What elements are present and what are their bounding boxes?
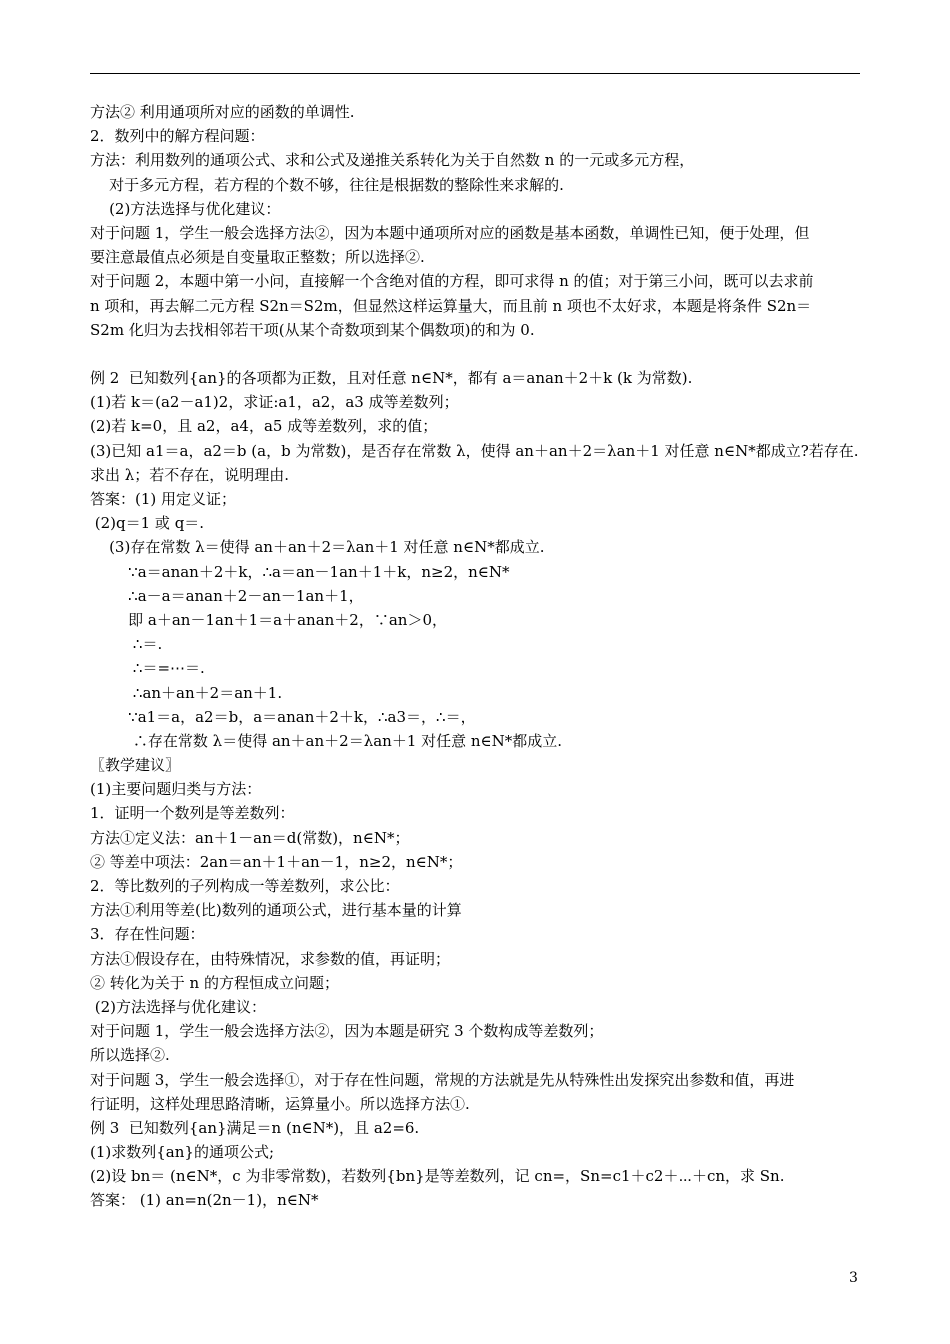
text-line: 对于问题 1，学生一般会选择方法②，因为本题中通项所对应的函数是基本函数，单调性已知，便于处理，但 xyxy=(90,223,810,242)
text-line: 〖教学建议〗 xyxy=(90,756,181,775)
text-line: 求出 λ；若不存在，说明理由. xyxy=(90,465,290,484)
text-line: ∴存在常数 λ＝使得 an＋an＋2＝λan＋1 对任意 n∈N*都成立. xyxy=(90,731,563,750)
text-line: 方法①定义法：an＋1－an＝d(常数)，n∈N*； xyxy=(90,828,410,847)
text-line: (2)方法选择与优化建议： xyxy=(90,199,281,218)
page-body xyxy=(90,100,862,1213)
header-rule xyxy=(90,73,860,74)
text-line: 对于问题 3，学生一般会选择①，对于存在性问题，常规的方法就是先从特殊性出发探究出参数和值，再进 xyxy=(90,1070,795,1089)
text-line: n 项和，再去解二元方程 S2n＝S2m，但显然这样运算量大，而且前 n 项也不太好求，本题是将条件 S2n＝ xyxy=(90,296,812,315)
text-line: ∴an＋an＋2＝an＋1. xyxy=(90,683,283,702)
text-line: 1．证明一个数列是等差数列： xyxy=(90,804,295,823)
text-line: 所以选择②. xyxy=(90,1046,170,1065)
text-line: (1)若 k＝(a2－a1)2，求证:a1，a2，a3 成等差数列； xyxy=(90,393,459,412)
text-line: (3)已知 a1＝a，a2＝b (a，b 为常数)，是否存在常数 λ，使得 an＋an＋2＝λan＋1 对任意 n∈N*都成立?若存在. xyxy=(90,441,859,460)
text-line: 方法② 利用通项所对应的函数的单调性. xyxy=(90,103,355,121)
text-line: ② 等差中项法：2an＝an＋1＋an－1，n≥2，n∈N*； xyxy=(90,852,463,871)
text-line: ∵a＝anan＋2＋k，∴a＝an－1an＋1＋k，n≥2，n∈N* xyxy=(90,562,510,581)
text-line: ∵a1＝a，a2＝b，a＝anan＋2＋k，∴a3＝，∴＝， xyxy=(90,707,476,726)
text-line: 对于多元方程，若方程的个数不够，往往是根据数的整除性来求解的. xyxy=(90,175,564,194)
text-line: (2)设 bn＝ (n∈N*，c 为非零常数)，若数列{bn}是等差数列，记 cn=，Sn=c1＋c2＋⋯＋cn，求 Sn. xyxy=(90,1167,785,1186)
text-line: ② 转化为关于 n 的方程恒成立问题； xyxy=(90,973,339,992)
text-line: 即 a＋an－1an＋1＝a＋anan＋2，∵an＞0， xyxy=(90,610,447,629)
text-line: ∴a－a＝anan＋2－an－1an＋1， xyxy=(90,586,364,605)
text-line: S2m 化归为去找相邻若干项(从某个奇数项到某个偶数项)的和为 0. xyxy=(90,320,535,339)
text-line: 方法①利用等差(比)数列的通项公式，进行基本量的计算 xyxy=(90,901,462,920)
text-line: 答案：(1) 用定义证； xyxy=(90,490,237,508)
text-line: 例 2 已知数列{an}的各项都为正数，且对任意 n∈N*，都有 a＝anan＋2＋k (k 为常数). xyxy=(90,369,693,388)
text-line: 方法：利用数列的通项公式、求和公式及递推关系转化为关于自然数 n 的一元或多元方程， xyxy=(90,151,695,170)
text-line: ∴＝=⋯＝. xyxy=(90,659,205,678)
text-line: (2)q＝1 或 q＝. xyxy=(90,514,205,533)
text-line: 行证明，这样处理思路清晰，运算量小。所以选择方法①. xyxy=(90,1094,470,1113)
text-line: (2)方法选择与优化建议： xyxy=(90,997,267,1016)
text-line: ∴＝. xyxy=(90,635,163,654)
text-line: 方法①假设存在，由特殊情况，求参数的值，再证明； xyxy=(90,949,451,968)
text-line: (3)存在常数 λ＝使得 an＋an＋2＝λan＋1 对任意 n∈N*都成立. xyxy=(90,538,545,557)
text-line: 例 3 已知数列{an}满足＝n (n∈N*)，且 a2=6. xyxy=(90,1118,420,1137)
text-line: 要注意最值点必须是自变量取正整数；所以选择②. xyxy=(90,248,425,267)
text-line: (1)求数列{an}的通项公式; xyxy=(90,1143,274,1162)
text-line: 答案： (1) an=n(2n－1)，n∈N* xyxy=(90,1191,319,1210)
text-line: 对于问题 1，学生一般会选择方法②，因为本题是研究 3 个数构成等差数列； xyxy=(90,1022,604,1041)
text-line: 对于问题 2，本题中第一小问，直接解一个含绝对值的方程，即可求得 n 的值；对于第三小问，既可以去求前 xyxy=(90,272,814,291)
text-line: 2．数列中的解方程问题： xyxy=(90,127,265,146)
text-line: (1)主要问题归类与方法： xyxy=(90,780,262,799)
page-number: 3 xyxy=(849,1270,858,1286)
blank-line xyxy=(90,342,862,366)
text-line: 2．等比数列的子列构成一等差数列，求公比： xyxy=(90,877,400,895)
text-line: (2)若 k=0，且 a2，a4，a5 成等差数列，求的值； xyxy=(90,417,438,436)
text-line: 3．存在性问题： xyxy=(90,925,205,944)
